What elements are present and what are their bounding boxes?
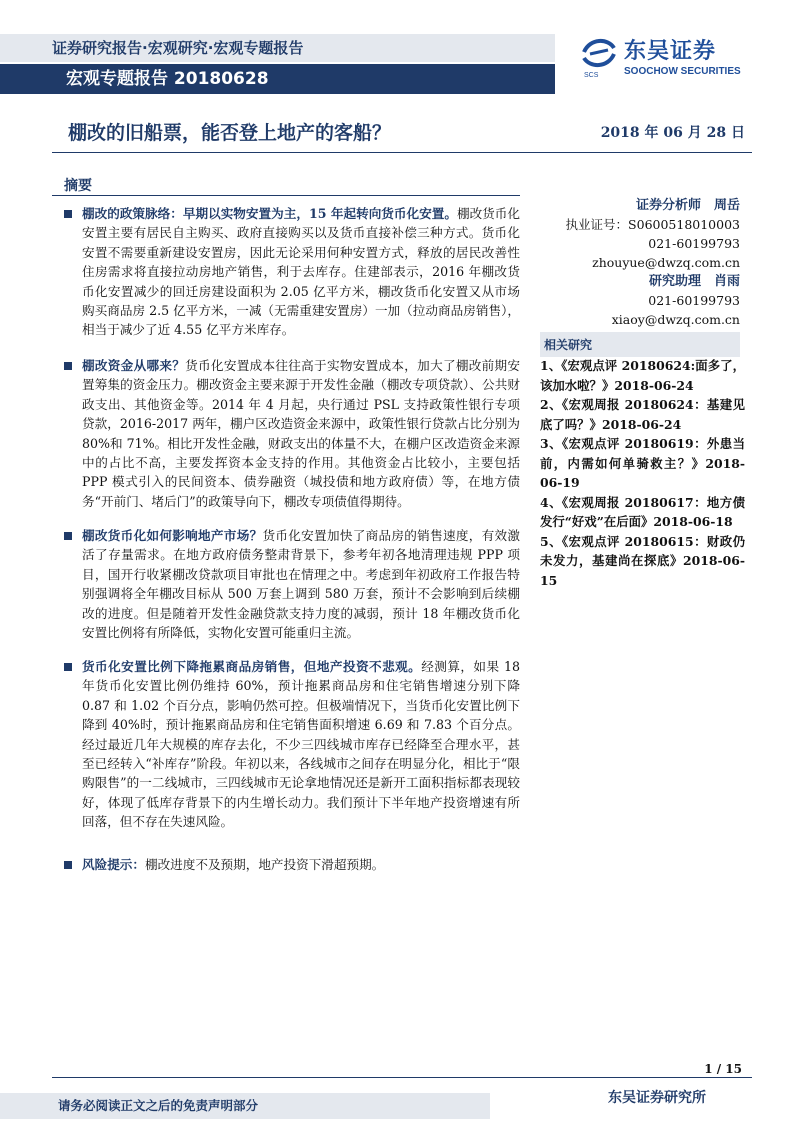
analyst-phone: 021-60199793 [648, 236, 740, 251]
footer-divider [52, 1077, 752, 1078]
analyst-info [540, 196, 740, 329]
paragraph-text: 棚改进度不及预期，地产投资下滑超预期。 [144, 857, 385, 872]
paragraph-text: 货币化安置加快了商品房的销售速度，有效激活了存量需求。在地方政府债务整肃背景下，参考年初各地清理违规 PPP 项目，国开行收紧棚改贷款项目审批也在情理之中。考虑到年初政府工作报告特别强调将全年棚改目标从 500 万套上调到 580 万套，预计不会影响到后续棚改的进度。但是随着开发性金融贷款支持力度的减弱，预计 18 年棚改货币化安置比例将有所降低，实物化安置可能重归主流。 [82, 528, 521, 641]
related-research-item[interactable]: 4、《宏观周报 20180617：地方债发行“好戏”在后面》2018-06-18 [540, 494, 745, 529]
footer-disclaimer: 请务必阅读正文之后的免责声明部分 [0, 1093, 490, 1119]
summary-paragraph [62, 204, 520, 340]
assistant-email[interactable]: xiaoy@dwzq.com.cn [611, 312, 740, 327]
related-research-item[interactable]: 3、《宏观点评 20180619：外患当前，内需如何单骑救主？》2018-06-19 [540, 436, 745, 490]
summary-paragraph [62, 657, 520, 832]
related-research-list [540, 356, 745, 590]
related-research-item[interactable]: 1、《宏观点评 20180624:面多了，该加水啦？》2018-06-24 [540, 358, 745, 393]
report-series: 证券研究报告·宏观研究·宏观专题报告 [0, 34, 555, 62]
bullet-square-icon [64, 210, 72, 218]
summary-heading: 摘要 [64, 178, 92, 194]
paragraph-text: 货币化安置成本往往高于实物安置成本，加大了棚改前期安置筹集的资金压力。棚改资金主要来源于开发性金融（棚改专项贷款）、公共财政支出、其他资金等。2014 年 4 月起，央行通过 PSL 支持政策性银行专项贷款，2016-2017 两年，棚户区改造资金来源中，政策性银行贷款占比分别为 80%和 71%。相比开发性金融，财政支出的体量不大，在棚户区改造资金来源中的占比不高，主要发挥资本金支持的作用。其他资金占比较小，主要包括 PPP 模式引入的民间资本、债券融资（城投债和地方政府债）等，在地方债务“开前门、堵后门”的政策导向下，棚改专项债值得期待。 [82, 358, 521, 509]
logo-name-cn: 东吴证券 [624, 39, 717, 64]
title-divider [52, 152, 752, 153]
summary-divider [52, 195, 520, 196]
summary-paragraph [62, 526, 520, 642]
paragraph-lead: 棚改的政策脉络：早期以实物安置为主，15 年起转向货币化安置。 [82, 206, 457, 221]
related-research-item[interactable]: 2、《宏观周报 20180624：基建见底了吗？》2018-06-24 [540, 397, 745, 432]
page-number: 1 / 15 [704, 1062, 742, 1076]
report-title: 棚改的旧船票，能否登上地产的客船？ [68, 122, 392, 144]
analyst-email[interactable]: zhouyue@dwzq.com.cn [592, 255, 740, 270]
assistant-phone: 021-60199793 [648, 293, 740, 308]
report-id: 宏观专题报告 20180628 [0, 64, 555, 94]
bullet-square-icon [64, 663, 72, 671]
bullet-square-icon [64, 362, 72, 370]
analyst-license: 执业证号：S0600518010003 [565, 217, 740, 232]
paragraph-text: 棚改货币化安置主要有居民自主购买、政府直接购买以及货币直接补偿三种方式。货币化安置不需要重新建设安置房，因此无论采用何种安置方式，释放的居民改善性住房需求将直接拉动房地产销售，利于去库存。住建部表示，2016 年棚改货币化安置减少的回迁房建设面积为 2.05 亿平方米，棚改货币化安置又从市场购买商品房 2.5 亿平方米，一减（无需重建安置房）一加（拉动商品房销售），相当于减少了近 4.55 亿平方米库存。 [82, 206, 520, 338]
related-research-heading: 相关研究 [540, 332, 740, 357]
assistant-name: 研究助理 肖雨 [648, 274, 740, 289]
paragraph-lead: 棚改资金从哪来？ [82, 358, 186, 373]
risk-warning [62, 855, 520, 874]
paragraph-lead: 风险提示： [82, 857, 145, 872]
logo-mark-text: SCS [584, 72, 599, 79]
logo-name-en: SOOCHOW SECURITIES [624, 66, 741, 77]
bullet-square-icon [64, 861, 72, 869]
soochow-logo-icon [580, 36, 618, 70]
paragraph-text: 经测算，如果 18 年货币化安置比例仍维持 60%，预计拖累商品房和住宅销售增速分别下降 0.87 和 1.02 个百分点，影响仍然可控。但极端情况下，当货币化安置比例下降到 40%时，预计拖累商品房和住宅销售面积增速 6.69 和 7.83 个百分点。经过最近几年大规模的库存去化，不少三四线城市库存已经降至合理水平，甚至已经转入“补库存”阶段。年初以来，各线城市之间存在明显分化，相比于“限购限售”的一二线城市，三四线城市无论拿地情况还是新开工面积指标都表现较好，体现了低库存背景下的内生增长动力。我们预计下半年地产投资增速有所回落，但不存在失速风险。 [82, 659, 521, 830]
analyst-name: 证券分析师 周岳 [635, 198, 740, 213]
footer-organization: 东吴证券研究所 [608, 1090, 706, 1106]
report-header [0, 34, 555, 96]
related-research-item[interactable]: 5、《宏观点评 20180615：财政仍未发力，基建尚在探底》2018-06-15 [540, 533, 745, 588]
paragraph-lead: 货币化安置比例下降拖累商品房销售，但地产投资不悲观。 [82, 659, 422, 674]
bullet-square-icon [64, 532, 72, 540]
report-date: 2018 年 06 月 28 日 [600, 125, 745, 141]
company-logo [580, 34, 760, 90]
summary-paragraph [62, 356, 520, 511]
paragraph-lead: 棚改货币化如何影响地产市场？ [82, 528, 263, 543]
